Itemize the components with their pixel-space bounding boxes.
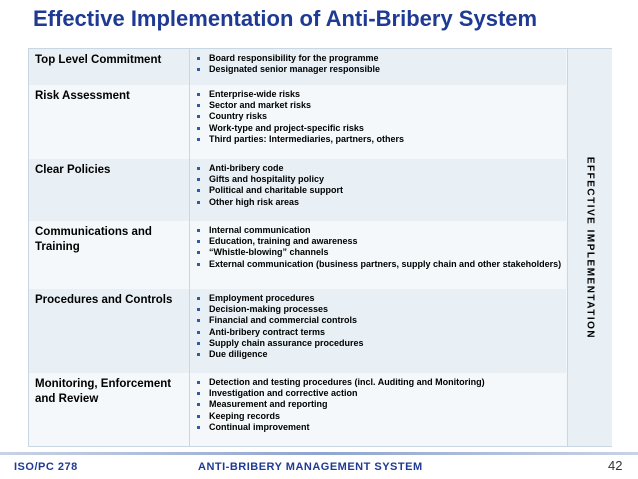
list-item	[197, 174, 563, 185]
side-label: EFFECTIVE IMPLEMENTATION	[584, 156, 596, 339]
list-item-text: Due diligence	[209, 349, 268, 360]
list-item-text: Supply chain assurance procedures	[209, 337, 364, 348]
column-divider	[189, 289, 190, 373]
column-divider	[189, 49, 190, 85]
bullet-icon	[197, 115, 200, 118]
column-divider	[189, 221, 190, 289]
list-item-text: Anti-bribery code	[209, 163, 284, 173]
row-category: Procedures and Controls	[35, 294, 173, 306]
list-item	[197, 304, 563, 315]
bullet-icon	[197, 167, 200, 170]
list-item-text: Board responsibility for the programme	[209, 53, 379, 63]
list-item	[197, 89, 563, 100]
list-item-text: Anti-bribery contract terms	[209, 326, 326, 337]
list-item-text: Decision-making processes	[209, 304, 329, 315]
list-item	[197, 411, 563, 422]
row-items	[197, 225, 563, 270]
list-item-text: Gifts and hospitality policy	[209, 174, 325, 185]
row-items	[197, 293, 563, 360]
footer-divider	[0, 452, 638, 455]
list-item-text: Measurement and reporting	[209, 399, 328, 410]
list-item-text: Keeping records	[209, 410, 281, 421]
list-item	[197, 134, 563, 145]
bullet-icon	[197, 178, 200, 181]
list-item	[197, 422, 563, 433]
bullet-icon	[197, 93, 200, 96]
column-divider	[189, 85, 190, 159]
table-row	[29, 373, 566, 447]
bullet-icon	[197, 392, 200, 395]
list-item	[197, 225, 563, 236]
list-item-text: Financial and commercial controls	[209, 315, 358, 326]
list-item-text: Education, training and awareness	[209, 236, 358, 247]
row-category: Top Level Commitment	[35, 54, 162, 66]
list-item	[197, 123, 563, 134]
list-item	[197, 399, 563, 410]
list-item	[197, 327, 563, 338]
slide-title: Effective Implementation of Anti-Bribery System	[33, 6, 538, 31]
bullet-icon	[197, 189, 200, 192]
list-item-text: Political and charitable support	[209, 185, 344, 196]
bullet-icon	[197, 297, 200, 300]
list-item	[197, 293, 563, 304]
bullet-icon	[197, 201, 200, 204]
list-item-text: Country risks	[209, 111, 268, 122]
list-item	[197, 100, 563, 111]
list-item-text: Employment procedures	[209, 293, 315, 303]
table-row	[29, 85, 566, 160]
list-item	[197, 247, 563, 258]
row-category: Communications and Training	[35, 226, 152, 253]
list-item	[197, 388, 563, 399]
bullet-icon	[197, 308, 200, 311]
list-item-text: External communication (business partners, supply chain and other stakeholders)	[209, 258, 562, 269]
list-item	[197, 259, 563, 270]
list-item	[197, 185, 563, 196]
row-items	[197, 89, 563, 145]
bullet-icon	[197, 251, 200, 254]
list-item-text: Investigation and corrective action	[209, 388, 358, 399]
list-item	[197, 163, 563, 174]
column-divider	[189, 159, 190, 221]
bullet-icon	[197, 353, 200, 356]
list-item	[197, 111, 563, 122]
list-item	[197, 53, 563, 64]
implementation-table	[28, 48, 612, 447]
bullet-icon	[197, 68, 200, 71]
footer-center-text: ANTI-BRIBERY MANAGEMENT SYSTEM	[198, 461, 423, 473]
table-row	[29, 221, 566, 290]
list-item	[197, 338, 563, 349]
bullet-icon	[197, 104, 200, 107]
bullet-icon	[197, 381, 200, 384]
table-row	[29, 49, 566, 86]
side-column	[567, 49, 612, 446]
row-category: Risk Assessment	[35, 90, 130, 102]
row-category: Monitoring, Enforcement and Review	[35, 378, 172, 405]
list-item-text: Third parties: Intermediaries, partners, others	[209, 133, 405, 144]
list-item-text: Continual improvement	[209, 421, 310, 432]
row-items	[197, 377, 563, 433]
list-item-text: “Whistle-blowing” channels	[209, 247, 329, 258]
list-item-text: Work-type and project-specific risks	[209, 122, 364, 133]
bullet-icon	[197, 127, 200, 130]
bullet-icon	[197, 426, 200, 429]
list-item	[197, 236, 563, 247]
bullet-icon	[197, 331, 200, 334]
bullet-icon	[197, 403, 200, 406]
footer-left-text: ISO/PC 278	[14, 461, 78, 473]
column-divider	[189, 373, 190, 446]
bullet-icon	[197, 342, 200, 345]
table-row	[29, 159, 566, 222]
list-item-text: Designated senior manager responsible	[209, 64, 381, 75]
bullet-icon	[197, 415, 200, 418]
list-item-text: Internal communication	[209, 225, 311, 235]
bullet-icon	[197, 138, 200, 141]
list-item-text: Other high risk areas	[209, 196, 300, 207]
bullet-icon	[197, 319, 200, 322]
bullet-icon	[197, 240, 200, 243]
table-row	[29, 289, 566, 374]
list-item	[197, 197, 563, 208]
page-number: 42	[608, 458, 623, 473]
row-items	[197, 163, 563, 208]
row-items	[197, 53, 563, 75]
list-item-text: Sector and market risks	[209, 100, 312, 111]
list-item	[197, 64, 563, 75]
list-item	[197, 377, 563, 388]
list-item	[197, 315, 563, 326]
bullet-icon	[197, 57, 200, 60]
row-category: Clear Policies	[35, 164, 111, 176]
list-item-text: Detection and testing procedures (incl. Auditing and Monitoring)	[209, 377, 485, 387]
list-item	[197, 349, 563, 360]
bullet-icon	[197, 263, 200, 266]
list-item-text: Enterprise-wide risks	[209, 89, 301, 99]
bullet-icon	[197, 229, 200, 232]
